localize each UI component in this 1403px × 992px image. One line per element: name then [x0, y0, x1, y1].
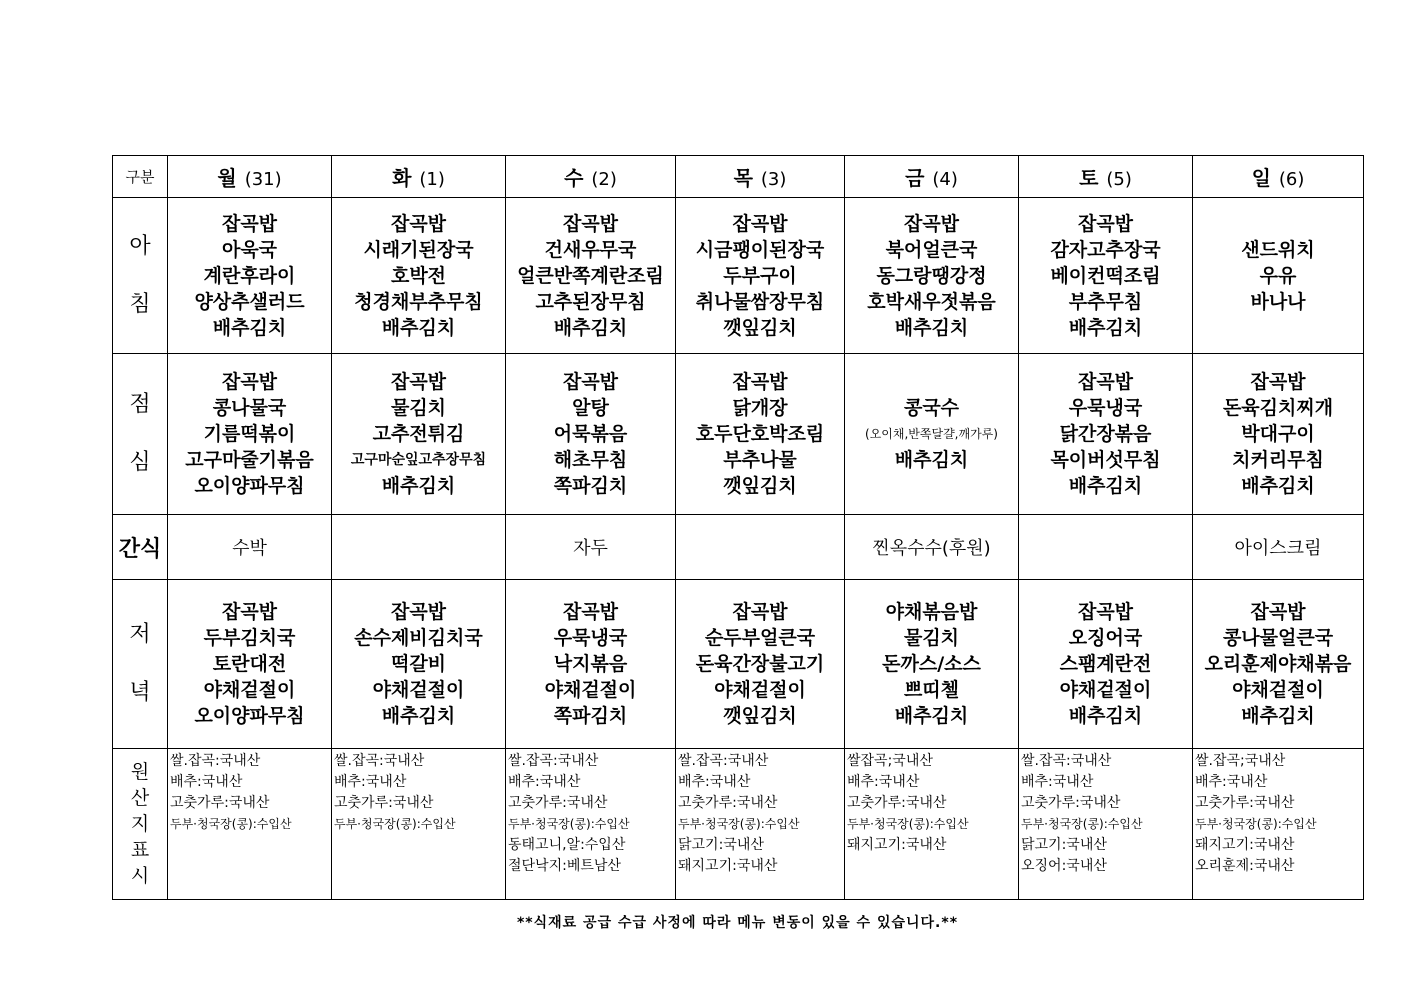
snack-cell — [1019, 515, 1193, 580]
dinner-cell: 야채볶음밥 물김치 돈까스/소스 쁘띠첼 배추김치 — [845, 580, 1019, 749]
origin-cell: 쌀.잡곡;국내산 배추:국내산 고춧가루:국내산 두부·청국장(콩):수입산 돼지고기:국내산 오리훈제:국내산 — [1193, 749, 1364, 900]
origin-cell: 쌀.잡곡:국내산 배추:국내산 고춧가루:국내산 두부·청국장(콩):수입산 닭고기:국내산 돼지고기:국내산 — [676, 749, 845, 900]
dinner-cell: 잡곡밥 우묵냉국 낙지볶음 야채겉절이 쪽파김치 — [506, 580, 676, 749]
origin-cell: 쌀잡곡;국내산 배추:국내산 고춧가루:국내산 두부·청국장(콩):수입산 돼지고기:국내산 — [845, 749, 1019, 900]
origin-cell: 쌀.잡곡:국내산 배추:국내산 고춧가루:국내산 두부·청국장(콩):수입산 닭고기:국내산 오징어:국내산 — [1019, 749, 1193, 900]
snack-cell — [676, 515, 845, 580]
dinner-cell: 잡곡밥 오징어국 스팸계란전 야채겉절이 배추김치 — [1019, 580, 1193, 749]
lunch-cell: 잡곡밥 우묵냉국 닭간장볶음 목이버섯무침 배추김치 — [1019, 354, 1193, 515]
snack-cell: 아이스크림 — [1193, 515, 1364, 580]
breakfast-row — [113, 198, 1364, 354]
lunch-label: 점 심 — [113, 354, 168, 515]
breakfast-cell: 샌드위치 우유 바나나 — [1193, 198, 1364, 354]
origin-cell: 쌀.잡곡:국내산 배추:국내산 고춧가루:국내산 두부·청국장(콩):수입산 — [332, 749, 506, 900]
dinner-cell: 잡곡밥 손수제비김치국 떡갈비 야채겉절이 배추김치 — [332, 580, 506, 749]
dinner-cell: 잡곡밥 콩나물얼큰국 오리훈제야채볶음 야채겉절이 배추김치 — [1193, 580, 1364, 749]
header-day: 목 (3) — [676, 156, 845, 198]
lunch-cell: 잡곡밥 물김치 고추전튀김 고구마순잎고추장무침 배추김치 — [332, 354, 506, 515]
origin-cell: 쌀.잡곡:국내산 배추:국내산 고춧가루:국내산 두부·청국장(콩):수입산 — [168, 749, 332, 900]
header-row — [113, 156, 1364, 198]
origin-row — [113, 749, 1364, 900]
dinner-label: 저 녁 — [113, 580, 168, 749]
breakfast-cell: 잡곡밥 감자고추장국 베이컨떡조림 부추무침 배추김치 — [1019, 198, 1193, 354]
lunch-cell: 콩국수 (오이채,반쪽달걀,깨가루) 배추김치 — [845, 354, 1019, 515]
menu-change-notice: **식재료 공급 수급 사정에 따라 메뉴 변동이 있을 수 있습니다.** — [516, 915, 959, 931]
dinner-cell: 잡곡밥 순두부얼큰국 돈육간장불고기 야채겉절이 깻잎김치 — [676, 580, 845, 749]
origin-label: 원 산 지 표 시 — [113, 749, 168, 900]
breakfast-cell: 잡곡밥 시금팽이된장국 두부구이 취나물쌈장무침 깻잎김치 — [676, 198, 845, 354]
snack-cell: 찐옥수수(후원) — [845, 515, 1019, 580]
dinner-cell: 잡곡밥 두부김치국 토란대전 야채겉절이 오이양파무침 — [168, 580, 332, 749]
origin-cell: 쌀.잡곡:국내산 배추:국내산 고춧가루:국내산 두부·청국장(콩):수입산 동태고니,알:수입산 절단낙지:베트남산 — [506, 749, 676, 900]
breakfast-cell: 잡곡밥 아욱국 계란후라이 양상추샐러드 배추김치 — [168, 198, 332, 354]
snack-label: 간식 — [113, 515, 168, 580]
breakfast-cell: 잡곡밥 건새우무국 얼큰반쪽계란조림 고추된장무침 배추김치 — [506, 198, 676, 354]
header-day: 일 (6) — [1193, 156, 1364, 198]
header-day: 수 (2) — [506, 156, 676, 198]
snack-cell: 자두 — [506, 515, 676, 580]
lunch-row — [113, 354, 1364, 515]
header-day: 화 (1) — [332, 156, 506, 198]
header-day: 토 (5) — [1019, 156, 1193, 198]
breakfast-cell: 잡곡밥 북어얼큰국 동그랑땡강정 호박새우젓볶음 배추김치 — [845, 198, 1019, 354]
meal-menu-table — [112, 155, 1364, 900]
lunch-cell: 잡곡밥 닭개장 호두단호박조림 부추나물 깻잎김치 — [676, 354, 845, 515]
dinner-row — [113, 580, 1364, 749]
header-day: 금 (4) — [845, 156, 1019, 198]
lunch-cell: 잡곡밥 알탕 어묵볶음 해초무침 쪽파김치 — [506, 354, 676, 515]
breakfast-cell: 잡곡밥 시래기된장국 호박전 청경채부추무침 배추김치 — [332, 198, 506, 354]
header-day: 월 (31) — [168, 156, 332, 198]
snack-cell — [332, 515, 506, 580]
lunch-cell: 잡곡밥 콩나물국 기름떡볶이 고구마줄기볶음 오이양파무침 — [168, 354, 332, 515]
breakfast-label: 아 침 — [113, 198, 168, 354]
lunch-cell: 잡곡밥 돈육김치찌개 박대구이 치커리무침 배추김치 — [1193, 354, 1364, 515]
snack-row — [113, 515, 1364, 580]
snack-cell: 수박 — [168, 515, 332, 580]
header-corner: 구분 — [113, 156, 168, 198]
